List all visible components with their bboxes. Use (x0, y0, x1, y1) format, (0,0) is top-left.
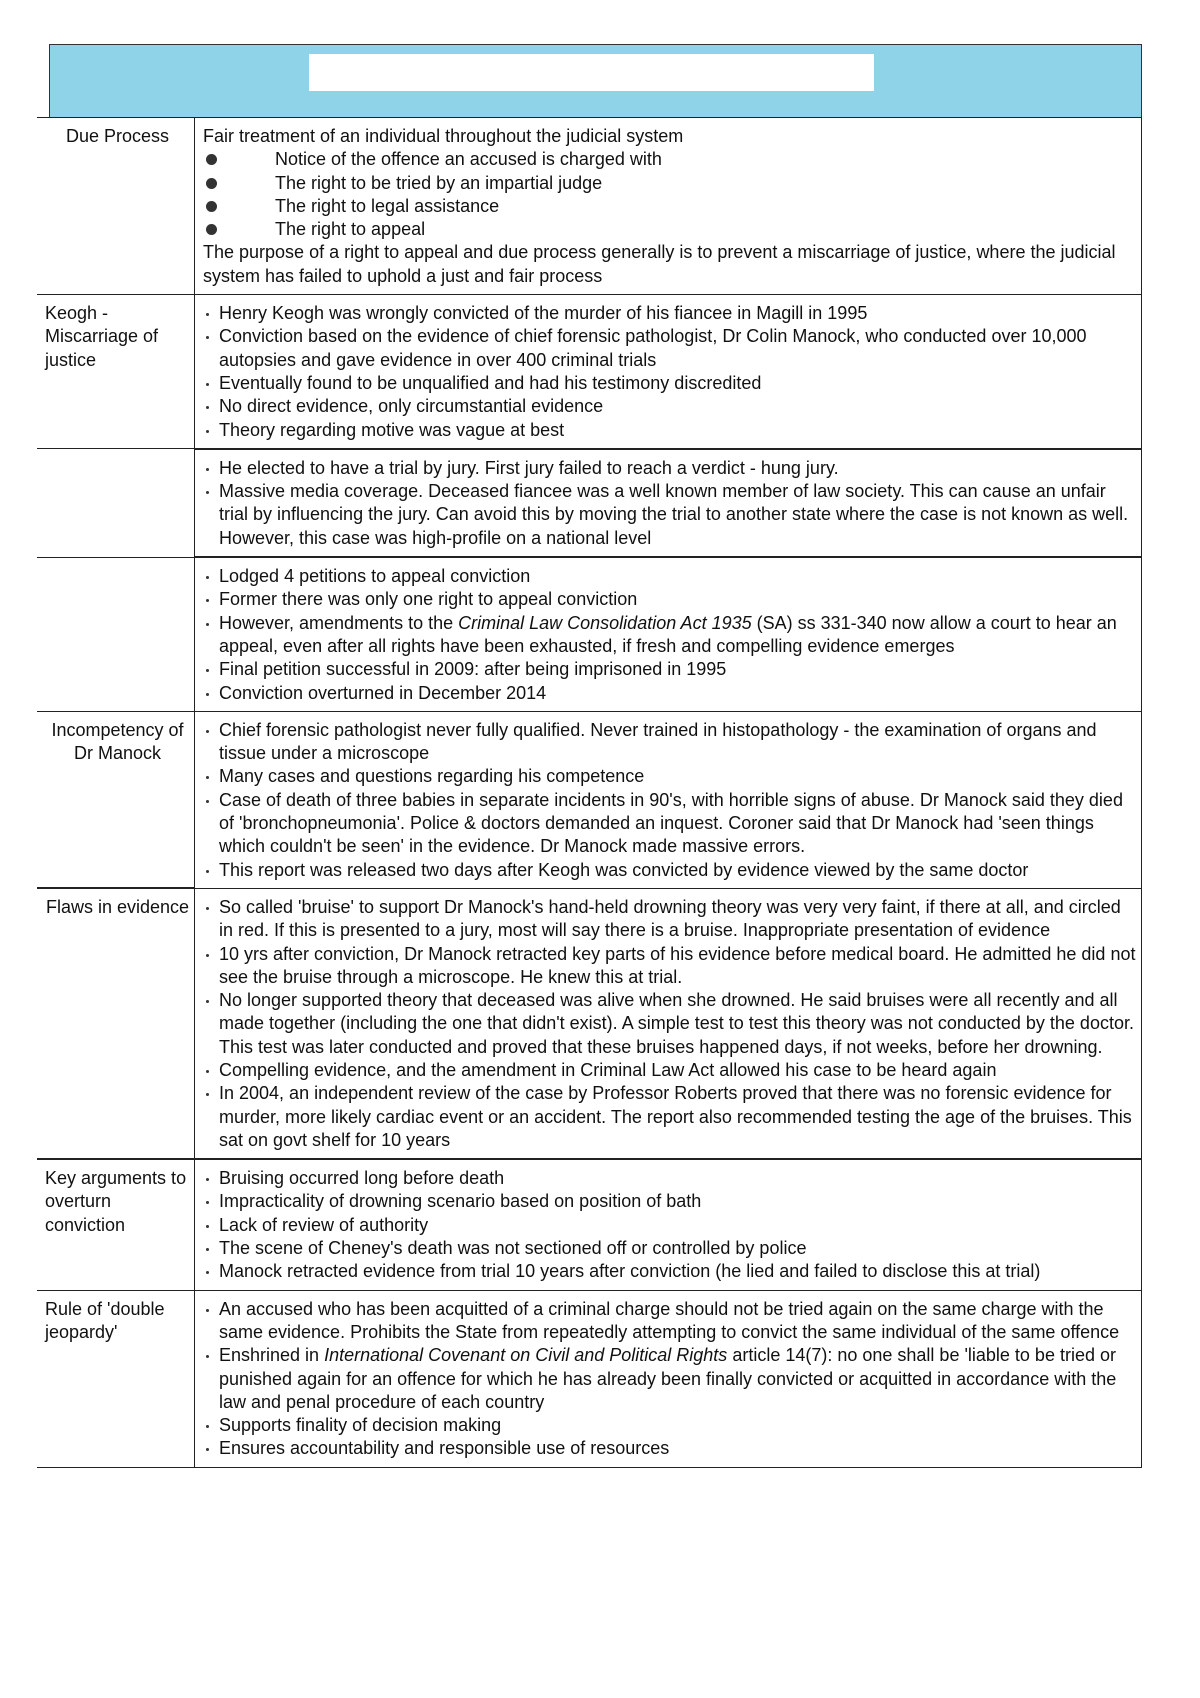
list-item: Ensures accountability and responsible use of resources (203, 1437, 1137, 1460)
table-row (37, 557, 1142, 711)
content-cell (195, 888, 1142, 1159)
bullet-list (203, 565, 1137, 705)
list-item: In 2004, an independent review of the case by Professor Roberts proved that there was no forensic evidence for murder, more likely cardiac event or an accident. The report also recommended testing the age of the bruises. This sat on govt shelf for 10 years (203, 1082, 1137, 1152)
list-item: Lodged 4 petitions to appeal conviction (203, 565, 1137, 588)
list-item: The right to appeal (203, 218, 1137, 241)
list-item: An accused who has been acquitted of a criminal charge should not be tried again on the same charge with the same evidence. Prohibits the State from repeatedly attempting to convict the same individual of the same offence (203, 1298, 1137, 1345)
table-row (37, 888, 1142, 1159)
text-span: (SA) ss 331-340 now allow a court to hear an appeal, even after all rights have been exhausted, if fresh and compelling evidence emerges (219, 612, 1117, 656)
outro-text: The purpose of a right to appeal and due process generally is to prevent a miscarriage of justice, where the judicial system has failed to uphold a just and fair process (203, 242, 1116, 286)
content-cell (195, 118, 1142, 295)
topic-cell: Flaws in evidence (37, 888, 195, 1159)
list-item: The right to be tried by an impartial judge (203, 172, 1137, 195)
bullet-list (203, 457, 1137, 550)
intro-text: Fair treatment of an individual throughout the judicial system (203, 126, 684, 146)
document-page (37, 44, 1142, 1468)
list-item: Former there was only one right to appeal conviction (203, 588, 1137, 611)
list-item: Massive media coverage. Deceased fiancee was a well known member of law society. This can cause an unfair trial by influencing the jury. Can avoid this by moving the trial to another state where the case is not known as well. However, this case was high-profile on a national level (203, 480, 1137, 550)
list-item: Compelling evidence, and the amendment in Criminal Law Act allowed his case to be heard again (203, 1059, 1137, 1082)
list-item: This report was released two days after Keogh was convicted by evidence viewed by the same doctor (203, 859, 1137, 882)
bullet-list (203, 302, 1137, 442)
bullet-list (203, 1167, 1137, 1283)
covenant-title: International Covenant on Civil and Political Rights (324, 1345, 728, 1366)
list-item (203, 1344, 1137, 1414)
table-row (37, 1159, 1142, 1290)
text-span: However, amendments to the (219, 612, 459, 633)
list-item: Impracticality of drowning scenario based on position of bath (203, 1190, 1137, 1213)
list-item: The right to legal assistance (203, 195, 1137, 218)
list-item: Notice of the offence an accused is charged with (203, 148, 1137, 171)
content-cell (195, 557, 1142, 711)
list-item: Many cases and questions regarding his competence (203, 765, 1137, 788)
act-title: Criminal Law Consolidation Act 1935 (458, 612, 752, 633)
notes-table (37, 117, 1142, 1468)
list-item: Theory regarding motive was vague at best (203, 419, 1137, 442)
table-row (37, 118, 1142, 295)
list-item: Manock retracted evidence from trial 10 years after conviction (he lied and failed to disclose this at trial) (203, 1260, 1137, 1283)
list-item: No longer supported theory that deceased was alive when she drowned. He said bruises were all recently and all made together (including the one that didn't exist). A simple test to test this theory was not conducted by the doctor. This test was later conducted and proved that these bruises happened days, if not weeks, before her drowning. (203, 989, 1137, 1059)
table-row (37, 295, 1142, 449)
table-row (37, 449, 1142, 557)
list-item: Lack of review of authority (203, 1214, 1137, 1237)
content-cell (195, 711, 1142, 888)
topic-cell: Due Process (37, 118, 195, 295)
bullet-list (203, 1298, 1137, 1461)
topic-cell: Rule of 'double jeopardy' (37, 1290, 195, 1467)
list-item: No direct evidence, only circumstantial evidence (203, 395, 1137, 418)
text-span: article 14(7): no one shall be 'liable to be tried or punished again for an offence for which he has already been finally convicted or acquitted in accordance with the law and penal procedure of each country (219, 1345, 1117, 1412)
content-cell (195, 295, 1142, 449)
table-row (37, 1290, 1142, 1467)
topic-cell: Incompetency of Dr Manock (37, 711, 195, 888)
content-cell (195, 449, 1142, 557)
table-row (37, 711, 1142, 888)
topic-cell: Key arguments to overturn conviction (37, 1159, 195, 1290)
list-item: Eventually found to be unqualified and had his testimony discredited (203, 372, 1137, 395)
list-item (203, 612, 1137, 659)
bullet-list (203, 719, 1137, 882)
bullet-list (203, 896, 1137, 1152)
bullet-list (203, 148, 1137, 241)
list-item: Supports finality of decision making (203, 1414, 1137, 1437)
list-item: He elected to have a trial by jury. First jury failed to reach a verdict - hung jury. (203, 457, 1137, 480)
text-span: Enshrined in (219, 1345, 325, 1366)
list-item: Conviction based on the evidence of chief forensic pathologist, Dr Colin Manock, who conducted over 10,000 autopsies and gave evidence in over 400 criminal trials (203, 325, 1137, 372)
content-cell (195, 1290, 1142, 1467)
list-item: Henry Keogh was wrongly convicted of the murder of his fiancee in Magill in 1995 (203, 302, 1137, 325)
title-box (309, 54, 874, 91)
list-item: Bruising occurred long before death (203, 1167, 1137, 1190)
list-item: 10 yrs after conviction, Dr Manock retracted key parts of his evidence before medical board. He admitted he did not see the bruise through a microscope. He knew this at trial. (203, 943, 1137, 990)
list-item: So called 'bruise' to support Dr Manock's hand-held drowning theory was very very faint, if there at all, and circled in red. If this is presented to a jury, most will say there is a bruise. Inappropriate presentation of evidence (203, 896, 1137, 943)
topic-cell: Keogh - Miscarriage of justice (37, 295, 195, 449)
list-item: The scene of Cheney's death was not sectioned off or controlled by police (203, 1237, 1137, 1260)
topic-cell (37, 557, 195, 711)
content-cell (195, 1159, 1142, 1290)
list-item: Final petition successful in 2009: after being imprisoned in 1995 (203, 658, 1137, 681)
list-item: Case of death of three babies in separate incidents in 90's, with horrible signs of abuse. Dr Manock said they died of 'bronchopneumonia'. Police & doctors demanded an inquest. Coroner said that Dr Manock had 'seen things which couldn't be seen' in the evidence. Dr Manock made massive errors. (203, 789, 1137, 859)
header-band (49, 44, 1142, 117)
list-item: Chief forensic pathologist never fully qualified. Never trained in histopathology - the examination of organs and tissue under a microscope (203, 719, 1137, 766)
topic-cell (37, 449, 195, 557)
list-item: Conviction overturned in December 2014 (203, 682, 1137, 705)
